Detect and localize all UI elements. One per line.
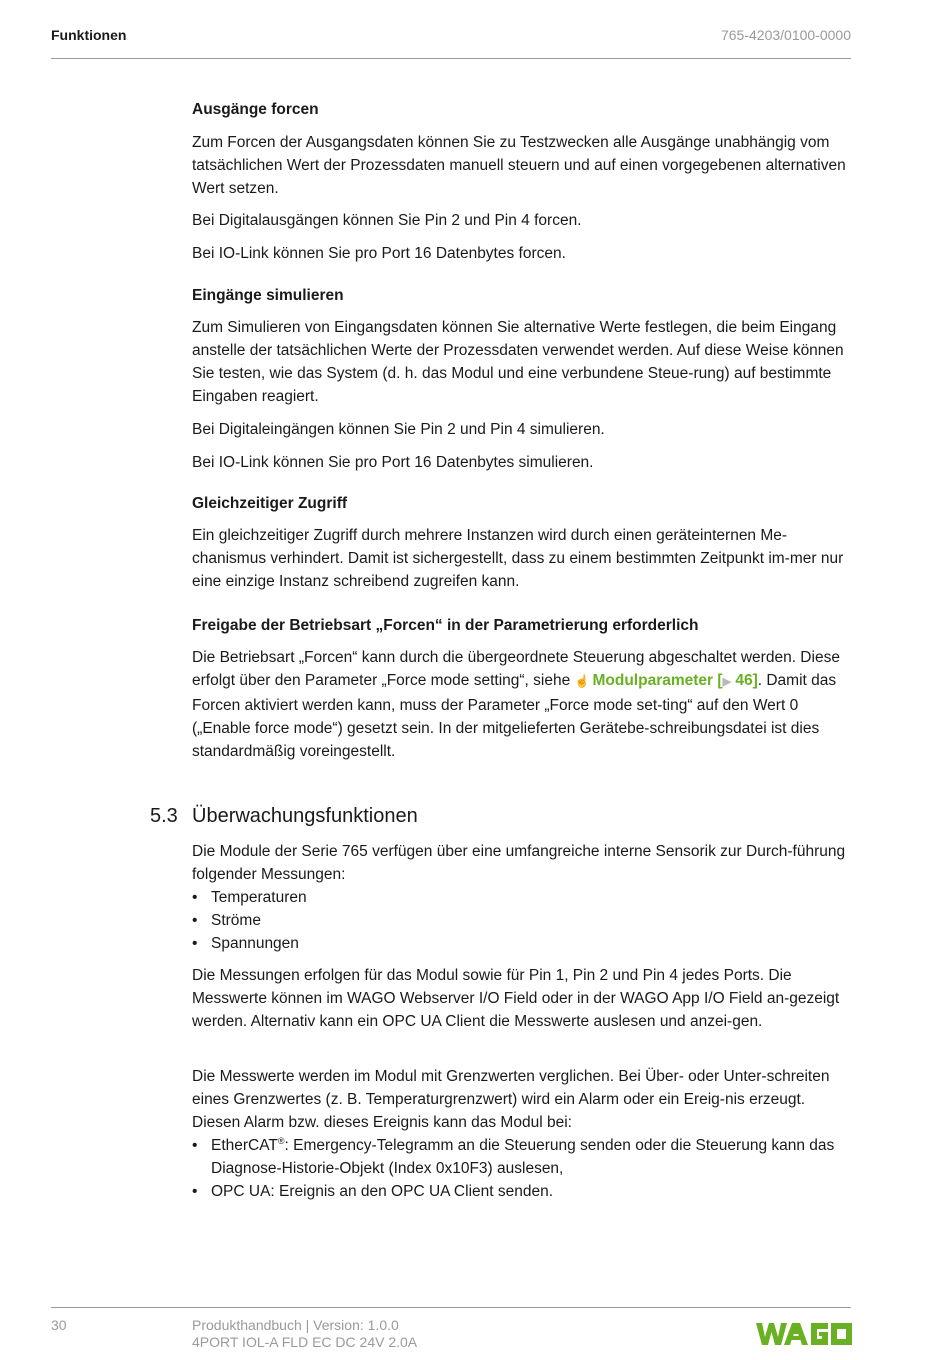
paragraph-ausgaenge-1: Zum Forcen der Ausgangsdaten können Sie zu Testzwecken alle Ausgänge unabhängig vom tatsächlichen Wert der Prozessdaten manuell steuern und auf einen vorgegebenen alternativen Wert setzen. [192, 134, 846, 197]
paragraph-freigabe [192, 646, 852, 763]
heading-ausgaenge-forcen: Ausgänge forcen [192, 101, 319, 118]
link-page-ref[interactable] [717, 672, 757, 689]
footer-divider [51, 1307, 851, 1308]
list-item: • Spannungen [192, 932, 852, 955]
section-paragraph-3: Die Messwerte werden im Modul mit Grenzwerten verglichen. Bei Über- oder Unter-schreiten eines Grenzwertes (z. B. Temperaturgrenzwert) wird ein Alarm oder ein Ereig-nis erzeugt. Diesen Alarm bzw. dieses Ereignis kann das Modul bei: [192, 1068, 830, 1131]
section-title: Überwachungsfunktionen [192, 805, 418, 827]
running-header-doc-number: 765-4203/0100-0000 [720, 27, 851, 43]
paragraph-eingaenge-1: Zum Simulieren von Eingangsdaten können Sie alternative Werte festlegen, die beim Eingang anstelle der tatsächlichen Werte der Prozessdaten verwendet werden. Auf diese Weise können Sie testen, wie das System (d. h. das Modul und eine verbundene Steue-rung) auf bestimmte Eingaben reagiert. [192, 319, 844, 405]
cross-reference-pointer-icon: ☝ [574, 674, 590, 688]
heading-gleichzeitiger-zugriff: Gleichzeitiger Zugriff [192, 495, 348, 512]
link-modulparameter[interactable]: Modulparameter [592, 672, 714, 689]
section-intro: Die Module der Serie 765 verfügen über eine umfangreiche interne Sensorik zur Durch-führung folgender Messungen: [192, 843, 846, 883]
section-paragraph-2: Die Messungen erfolgen für das Modul sowie für Pin 1, Pin 2 und Pin 4 jedes Ports. Die Messwerte können im WAGO Webserver I/O Field oder in der WAGO App I/O Field an-gezeigt werden. Alternativ kann ein OPC UA Client die Messwerte auslesen und anzei-gen. [192, 967, 840, 1030]
link-page-number: 46] [735, 672, 758, 689]
freigabe-text-a: Die Betriebsart „Forcen“ kann durch die übergeordnete Steuerung abgeschaltet werden. Diese erfolgt über den Parameter „Force mode setting“, siehe [192, 649, 840, 689]
list-item: • OPC UA: Ereignis an den OPC UA Client senden. [192, 1180, 852, 1203]
paragraph-ausgaenge-2: Bei Digitalausgängen können Sie Pin 2 und Pin 4 forcen. [192, 212, 582, 229]
alarm-item-ethercat: EtherCAT [211, 1137, 278, 1154]
registered-mark: ® [277, 1136, 285, 1146]
heading-eingaenge-simulieren: Eingänge simulieren [192, 287, 344, 304]
wago-logo [756, 1321, 852, 1347]
page-arrow-icon: ▶ [722, 676, 732, 688]
section-number: 5.3 [150, 805, 178, 827]
section-heading [150, 805, 418, 828]
header-divider [51, 58, 851, 59]
footer-product-name: 4PORT IOL-A FLD EC DC 24V 2.0A [192, 1334, 418, 1350]
heading-freigabe-forcen: Freigabe der Betriebsart „Forcen“ in der Parametrierung erforderlich [192, 617, 699, 634]
list-item: • Temperaturen [192, 886, 852, 909]
alarm-list [192, 1134, 852, 1203]
measurement-list [192, 886, 852, 955]
alarm-item-ethercat-text: : Emergency-Telegramm an die Steuerung senden oder die Steuerung kann das Diagnose-Historie-Objekt (Index 0x10F3) auslesen, [211, 1137, 835, 1177]
list-item [192, 1134, 852, 1180]
paragraph-eingaenge-2: Bei Digitaleingängen können Sie Pin 2 und Pin 4 simulieren. [192, 421, 605, 438]
paragraph-eingaenge-3: Bei IO-Link können Sie pro Port 16 Datenbytes simulieren. [192, 454, 594, 471]
link-page-bracket: [ [717, 672, 723, 689]
running-header-section: Funktionen [51, 27, 127, 43]
freigabe-text-b: . Damit das Forcen aktiviert werden kann, muss der Parameter „Force mode set-ting“ auf den Wert 0 („Enable force mode“) gesetzt sein. In der mitgelieferten Gerätebe-schreibungsdatei ist dies standardmäßig voreingestellt. [192, 672, 837, 760]
paragraph-ausgaenge-3: Bei IO-Link können Sie pro Port 16 Datenbytes forcen. [192, 245, 566, 262]
list-item: • Ströme [192, 909, 852, 932]
footer-manual-version: Produkthandbuch | Version: 1.0.0 [192, 1317, 399, 1333]
page-number: 30 [51, 1317, 67, 1333]
paragraph-zugriff: Ein gleichzeitiger Zugriff durch mehrere Instanzen wird durch einen geräteinternen Me-chanismus verhindert. Damit ist sichergestellt, dass zu einem bestimmten Zeitpunkt im-mer nur eine einzige Instanz schreibend zugreifen kann. [192, 527, 844, 590]
